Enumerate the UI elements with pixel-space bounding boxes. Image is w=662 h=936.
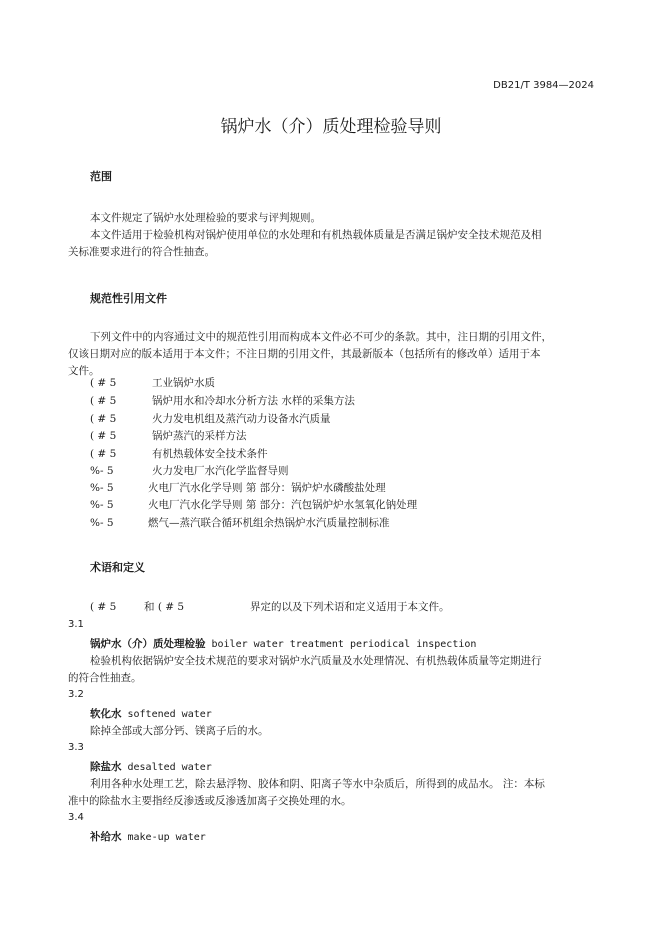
term-number: 3.1 bbox=[68, 619, 84, 630]
reference-title: 火电厂汽水化学导则 第 部分：汽包锅炉炉水氢氧化钠处理 bbox=[148, 499, 418, 511]
section-heading-terms-definitions: 术语和定义 bbox=[90, 561, 145, 574]
term-heading bbox=[90, 636, 476, 651]
reference-list-item bbox=[90, 463, 289, 480]
scope-paragraph-2-line-1: 本文件适用于检验机构对锅炉使用单位的水处理和有机热载体质量是否满足锅炉安全技术规范及相 bbox=[90, 229, 542, 241]
term-heading bbox=[90, 706, 212, 721]
reference-list-item bbox=[90, 515, 390, 532]
term-chinese: 除盐水 bbox=[90, 761, 122, 773]
term-definition-line-1: 利用各种水处理工艺，除去悬浮物、胶体和阴、阳离子等水中杂质后，所得到的成品水。 注：本标 bbox=[90, 778, 545, 790]
reference-list-item bbox=[90, 411, 331, 428]
reference-list-item bbox=[90, 446, 268, 463]
reference-title: 工业锅炉水质 bbox=[152, 377, 215, 389]
terms-intro-mid: 和 ( # 5 bbox=[144, 601, 185, 613]
term-number: 3.4 bbox=[68, 812, 84, 823]
reference-code: %- 5 bbox=[90, 465, 114, 477]
reference-list-item bbox=[90, 393, 355, 410]
reference-code: %- 5 bbox=[90, 499, 114, 511]
section-heading-normative-references: 规范性引用文件 bbox=[90, 292, 167, 305]
reference-code: ( # 5 bbox=[90, 430, 117, 442]
normative-intro-line-2: 仅该日期对应的版本适用于本文件；不注日期的引用文件，其最新版本（包括所有的修改单）适用于本 bbox=[68, 348, 541, 360]
term-english: boiler water treatment periodical inspection bbox=[211, 639, 477, 650]
normative-intro-line-3: 文件。 bbox=[68, 365, 100, 377]
reference-code: ( # 5 bbox=[90, 377, 117, 389]
reference-code: %- 5 bbox=[90, 482, 114, 494]
normative-intro-line-1: 下列文件中的内容通过文中的规范性引用而构成本文件必不可少的条款。其中，注日期的引用文件， bbox=[90, 331, 552, 343]
reference-title: 火力发电机组及蒸汽动力设备水汽质量 bbox=[152, 413, 331, 425]
reference-title: 火力发电厂水汽化学监督导则 bbox=[152, 465, 289, 477]
reference-code: ( # 5 bbox=[90, 395, 117, 407]
term-english: make-up water bbox=[127, 832, 206, 843]
reference-title: 有机热载体安全技术条件 bbox=[152, 448, 268, 460]
reference-code: ( # 5 bbox=[90, 448, 117, 460]
reference-list-item bbox=[90, 480, 386, 497]
reference-code: %- 5 bbox=[90, 517, 114, 529]
scope-paragraph-2-line-2: 关标准要求进行的符合性抽查。 bbox=[68, 246, 215, 258]
reference-list-item bbox=[90, 497, 417, 514]
reference-title: 锅炉蒸汽的采样方法 bbox=[152, 430, 247, 442]
section-heading-scope: 范围 bbox=[90, 170, 112, 183]
term-definition-line-2: 准中的除盐水主要指经反渗透或反渗透加离子交换处理的水。 bbox=[68, 795, 352, 807]
document-title: 锅炉水（介）质处理检验导则 bbox=[220, 117, 442, 137]
term-chinese: 补给水 bbox=[90, 831, 122, 843]
term-definition-line-1: 检验机构依据锅炉安全技术规范的要求对锅炉水汽质量及水处理情况、有机热载体质量等定期进行 bbox=[90, 655, 542, 667]
term-number: 3.2 bbox=[68, 689, 84, 700]
document-number: DB21/T 3984—2024 bbox=[493, 80, 594, 91]
terms-intro-text: 界定的以及下列术语和定义适用于本文件。 bbox=[250, 601, 450, 613]
reference-title: 锅炉用水和冷却水分析方法 水样的采集方法 bbox=[152, 395, 355, 407]
scope-paragraph-1: 本文件规定了锅炉水处理检验的要求与评判规则。 bbox=[90, 212, 321, 224]
term-chinese: 锅炉水（介）质处理检验 bbox=[90, 638, 206, 650]
reference-title: 火电厂汽水化学导则 第 部分：锅炉炉水磷酸盐处理 bbox=[148, 482, 386, 494]
term-number: 3.3 bbox=[68, 742, 84, 753]
term-chinese: 软化水 bbox=[90, 708, 122, 720]
reference-list-item bbox=[90, 375, 215, 392]
term-english: desalted water bbox=[127, 762, 212, 773]
term-definition-line-1: 除掉全部或大部分钙、镁离子后的水。 bbox=[90, 725, 269, 737]
reference-title: 燃气—蒸汽联合循环机组余热锅炉水汽质量控制标准 bbox=[148, 517, 390, 529]
terms-intro-code: ( # 5 bbox=[90, 601, 117, 613]
term-english: softened water bbox=[127, 709, 212, 720]
term-definition-line-2: 的符合性抽查。 bbox=[68, 672, 142, 684]
term-heading bbox=[90, 759, 212, 774]
reference-list-item bbox=[90, 428, 247, 445]
terms-intro bbox=[90, 599, 450, 616]
reference-code: ( # 5 bbox=[90, 413, 117, 425]
term-heading bbox=[90, 829, 206, 844]
